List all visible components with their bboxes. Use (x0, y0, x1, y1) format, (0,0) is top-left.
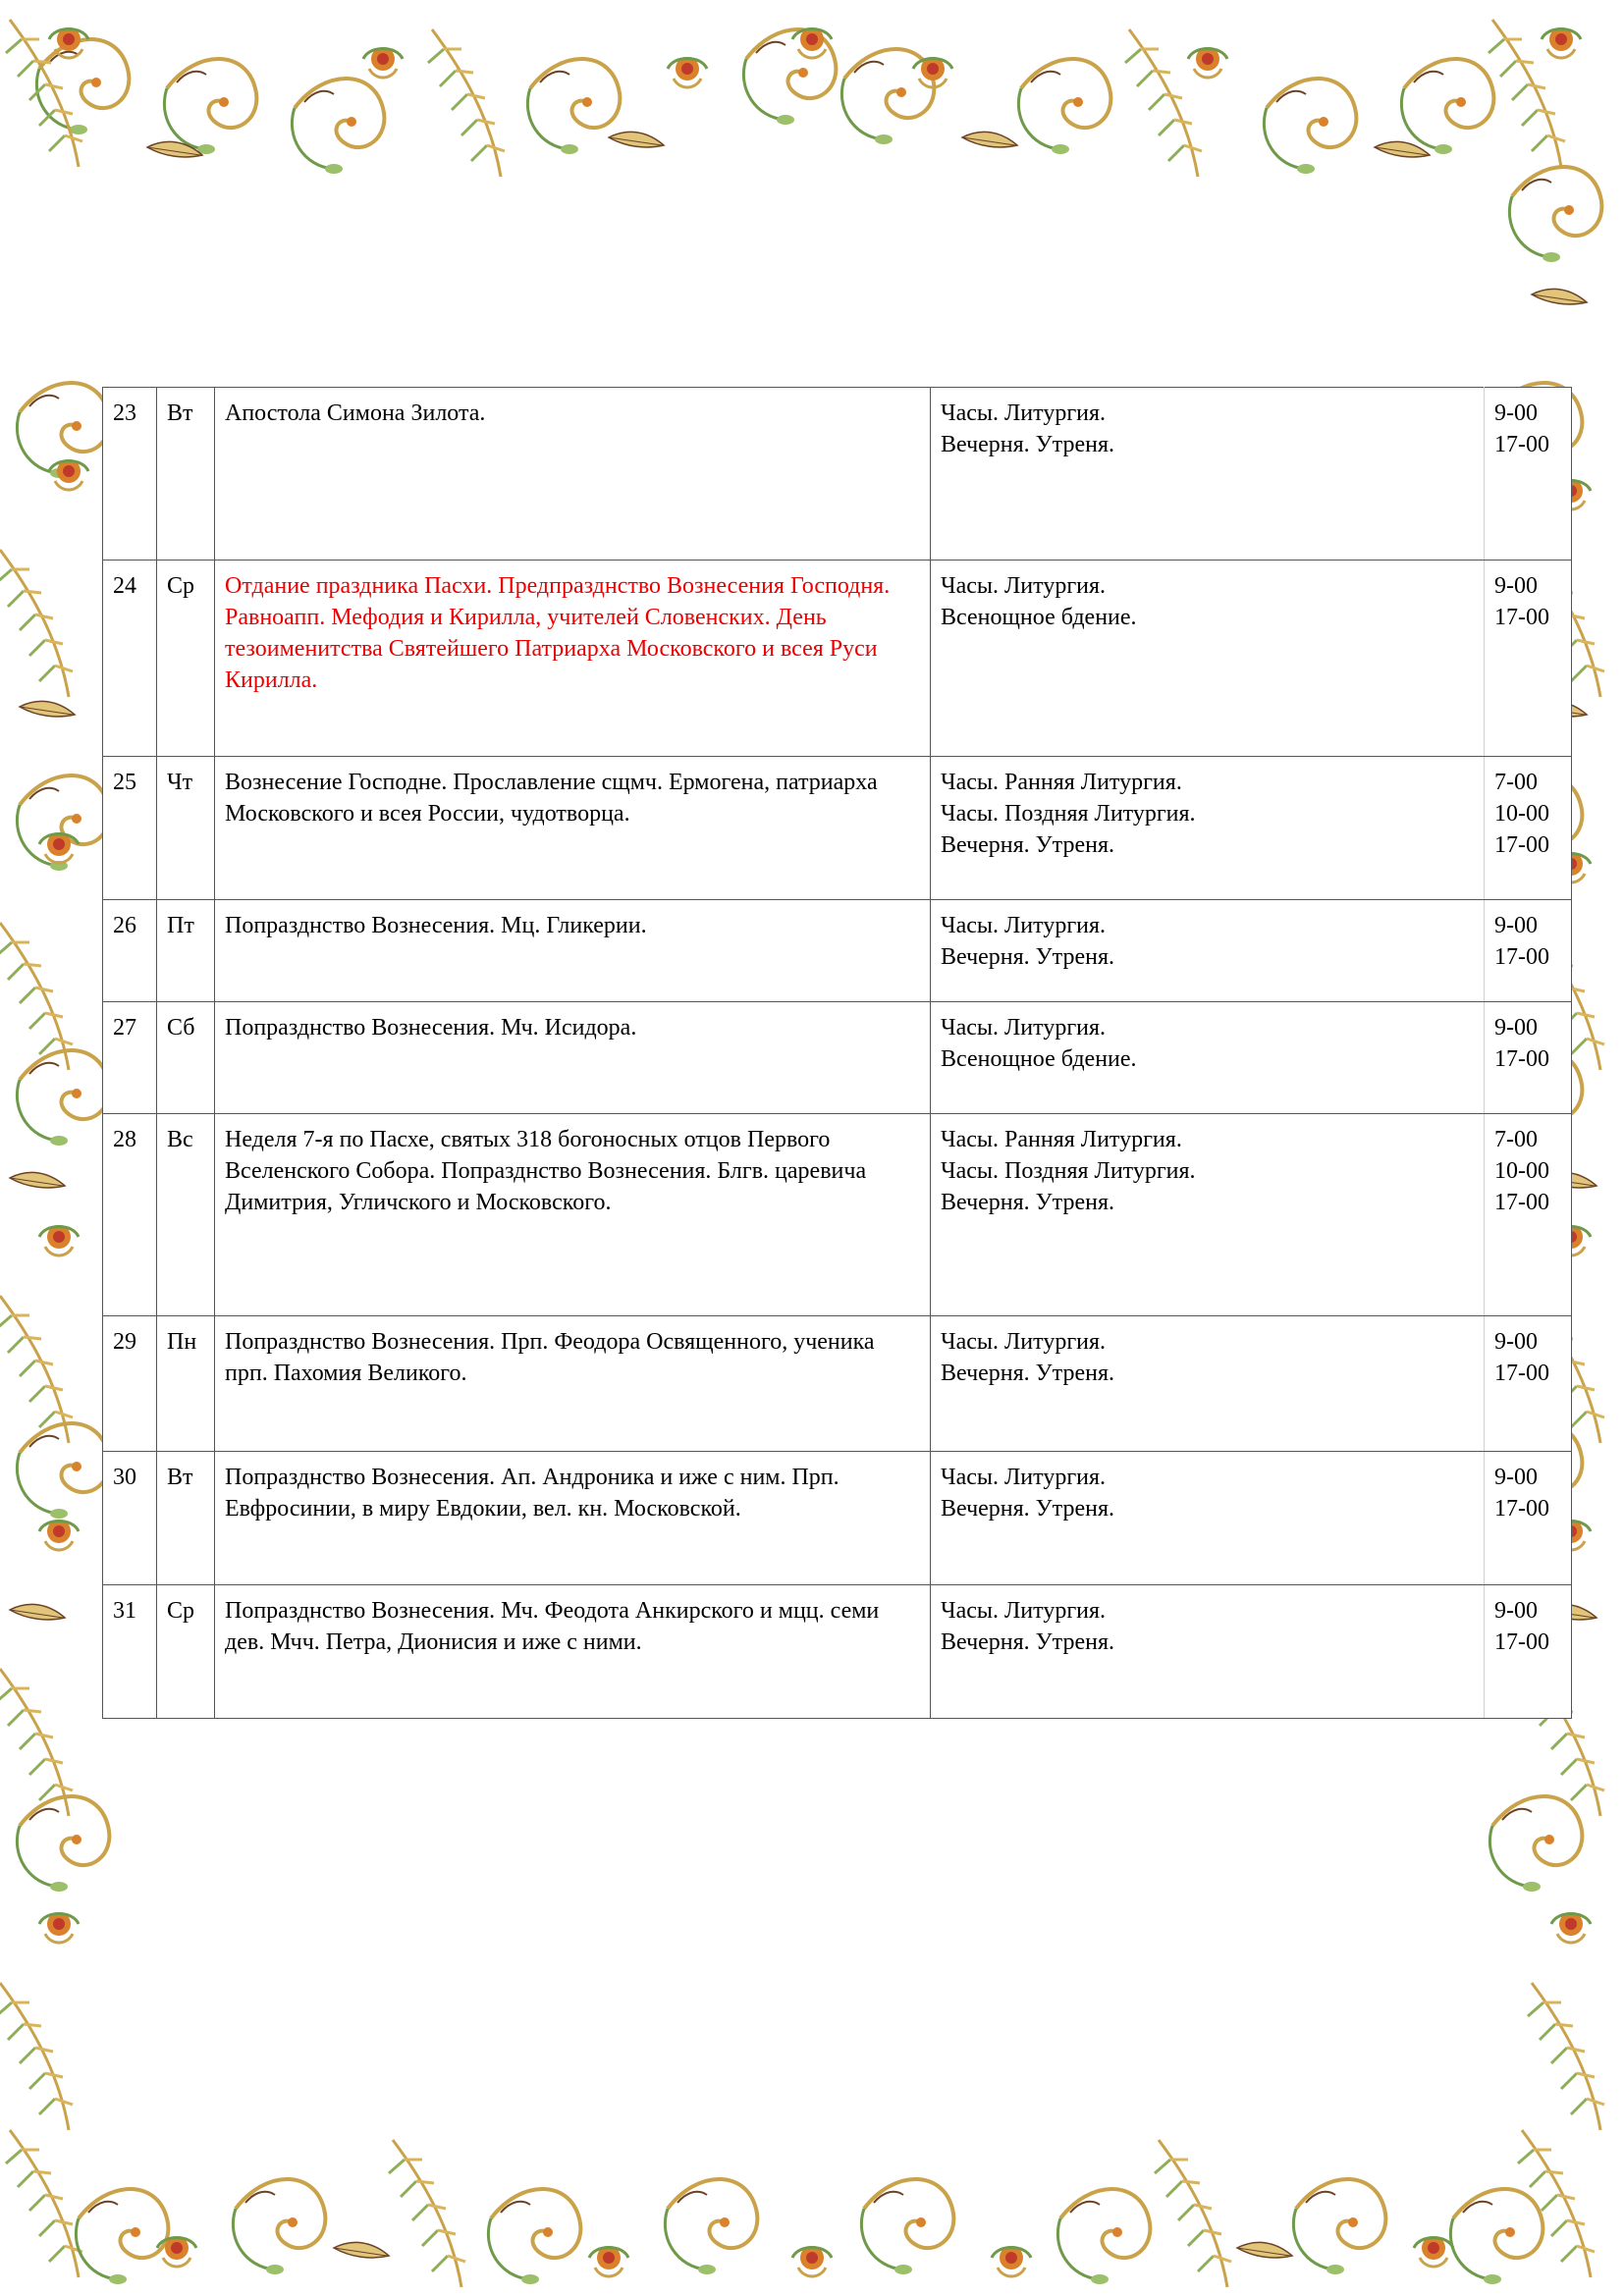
service-time: 17-00 (1494, 944, 1549, 970)
service-time: 10-00 (1494, 1158, 1549, 1184)
table-row (103, 388, 1572, 561)
day-number: 25 (103, 757, 157, 900)
weekday: Пт (157, 900, 215, 1002)
times-cell (1485, 900, 1572, 1002)
weekday: Ср (157, 561, 215, 757)
service-line: Часы. Литургия. (941, 400, 1107, 426)
service-time: 17-00 (1494, 1361, 1549, 1386)
services-cell (931, 757, 1485, 900)
service-time: 9-00 (1494, 1598, 1538, 1624)
feast-description-highlighted: Отдание праздника Пасхи. Предпразднство Вознесения Господня. Равноапп. Мефодия и Кирилла, учителей Словенских. День тезоименитства Святейшего Патриарха Московского и всея Руси Кирилла. (225, 573, 891, 693)
service-line: Часы. Литургия. (941, 573, 1107, 599)
services-cell (931, 900, 1485, 1002)
service-time: 9-00 (1494, 1329, 1538, 1355)
day-number: 24 (103, 561, 157, 757)
day-number: 29 (103, 1316, 157, 1452)
times-cell (1485, 757, 1572, 900)
times-cell (1485, 561, 1572, 757)
times-cell (1485, 1316, 1572, 1452)
table-row (103, 1002, 1572, 1114)
times-cell (1485, 1114, 1572, 1316)
service-time: 9-00 (1494, 1465, 1538, 1490)
table-row (103, 1452, 1572, 1585)
services-cell (931, 561, 1485, 757)
times-cell (1485, 1452, 1572, 1585)
feast-description: Апостола Симона Зилота. (225, 400, 486, 426)
service-line: Часы. Поздняя Литургия. (941, 1158, 1196, 1184)
service-time: 17-00 (1494, 1496, 1549, 1522)
service-line: Вечерня. Утреня. (941, 1629, 1114, 1655)
service-time: 7-00 (1494, 770, 1538, 795)
weekday: Сб (157, 1002, 215, 1114)
service-time: 9-00 (1494, 1015, 1538, 1041)
service-line: Вечерня. Утреня. (941, 832, 1114, 858)
table-row (103, 561, 1572, 757)
service-line: Часы. Литургия. (941, 1329, 1107, 1355)
service-time: 9-00 (1494, 400, 1538, 426)
service-line: Вечерня. Утреня. (941, 1496, 1114, 1522)
day-number: 27 (103, 1002, 157, 1114)
services-cell (931, 1002, 1485, 1114)
times-cell (1485, 1585, 1572, 1719)
services-cell (931, 388, 1485, 561)
table-row (103, 757, 1572, 900)
service-line: Вечерня. Утреня. (941, 944, 1114, 970)
feast-description: Попразднство Вознесения. Мч. Исидора. (225, 1015, 637, 1041)
service-time: 17-00 (1494, 832, 1549, 858)
service-line: Всенощное бдение. (941, 1046, 1137, 1072)
service-time: 17-00 (1494, 1629, 1549, 1655)
feast-description-cell (215, 1452, 931, 1585)
service-line: Часы. Ранняя Литургия. (941, 1127, 1182, 1152)
weekday: Чт (157, 757, 215, 900)
day-number: 26 (103, 900, 157, 1002)
service-line: Часы. Поздняя Литургия. (941, 801, 1196, 827)
feast-description: Попразднство Вознесения. Мч. Феодота Анкирского и мцц. семи дев. Мчч. Петра, Дионисия и иже с ними. (225, 1598, 880, 1655)
day-number: 30 (103, 1452, 157, 1585)
feast-description-cell (215, 561, 931, 757)
feast-description-cell (215, 1002, 931, 1114)
services-cell (931, 1316, 1485, 1452)
service-time: 17-00 (1494, 1046, 1549, 1072)
weekday: Ср (157, 1585, 215, 1719)
weekday: Вт (157, 1452, 215, 1585)
weekday: Пн (157, 1316, 215, 1452)
feast-description-cell (215, 1585, 931, 1719)
schedule-table (102, 387, 1572, 1719)
day-number: 28 (103, 1114, 157, 1316)
feast-description: Попразднство Вознесения. Прп. Феодора Освященного, ученика прп. Пахомия Великого. (225, 1329, 875, 1386)
table-row (103, 1316, 1572, 1452)
feast-description-cell (215, 1316, 931, 1452)
weekday: Вт (157, 388, 215, 561)
table-row (103, 900, 1572, 1002)
day-number: 23 (103, 388, 157, 561)
service-time: 9-00 (1494, 573, 1538, 599)
weekday: Вс (157, 1114, 215, 1316)
service-time: 9-00 (1494, 913, 1538, 938)
table-row (103, 1585, 1572, 1719)
feast-description: Попразднство Вознесения. Мц. Гликерии. (225, 913, 647, 938)
service-line: Вечерня. Утреня. (941, 1190, 1114, 1215)
services-cell (931, 1114, 1485, 1316)
service-line: Всенощное бдение. (941, 605, 1137, 630)
feast-description: Неделя 7-я по Пасхе, святых 318 богоносных отцов Первого Вселенского Собора. Попразднство Вознесения. Блгв. царевича Димитрия, Угличского и Московского. (225, 1127, 867, 1215)
schedule-sheet (102, 387, 1572, 1719)
service-time: 7-00 (1494, 1127, 1538, 1152)
feast-description-cell (215, 757, 931, 900)
feast-description: Попразднство Вознесения. Ап. Андроника и иже с ним. Прп. Евфросинии, в миру Евдокии, вел. кн. Московской. (225, 1465, 839, 1522)
service-time: 17-00 (1494, 432, 1549, 457)
feast-description-cell (215, 388, 931, 561)
table-row (103, 1114, 1572, 1316)
times-cell (1485, 388, 1572, 561)
service-time: 10-00 (1494, 801, 1549, 827)
feast-description: Вознесение Господне. Прославление сщмч. Ермогена, патриарха Московского и всея России, чудотворца. (225, 770, 878, 827)
service-time: 17-00 (1494, 1190, 1549, 1215)
day-number: 31 (103, 1585, 157, 1719)
service-line: Часы. Ранняя Литургия. (941, 770, 1182, 795)
times-cell (1485, 1002, 1572, 1114)
service-line: Часы. Литургия. (941, 913, 1107, 938)
service-time: 17-00 (1494, 605, 1549, 630)
service-line: Вечерня. Утреня. (941, 432, 1114, 457)
feast-description-cell (215, 900, 931, 1002)
service-line: Часы. Литургия. (941, 1598, 1107, 1624)
services-cell (931, 1452, 1485, 1585)
feast-description-cell (215, 1114, 931, 1316)
service-line: Часы. Литургия. (941, 1015, 1107, 1041)
services-cell (931, 1585, 1485, 1719)
service-line: Вечерня. Утреня. (941, 1361, 1114, 1386)
service-line: Часы. Литургия. (941, 1465, 1107, 1490)
schedule-body (103, 388, 1572, 1719)
